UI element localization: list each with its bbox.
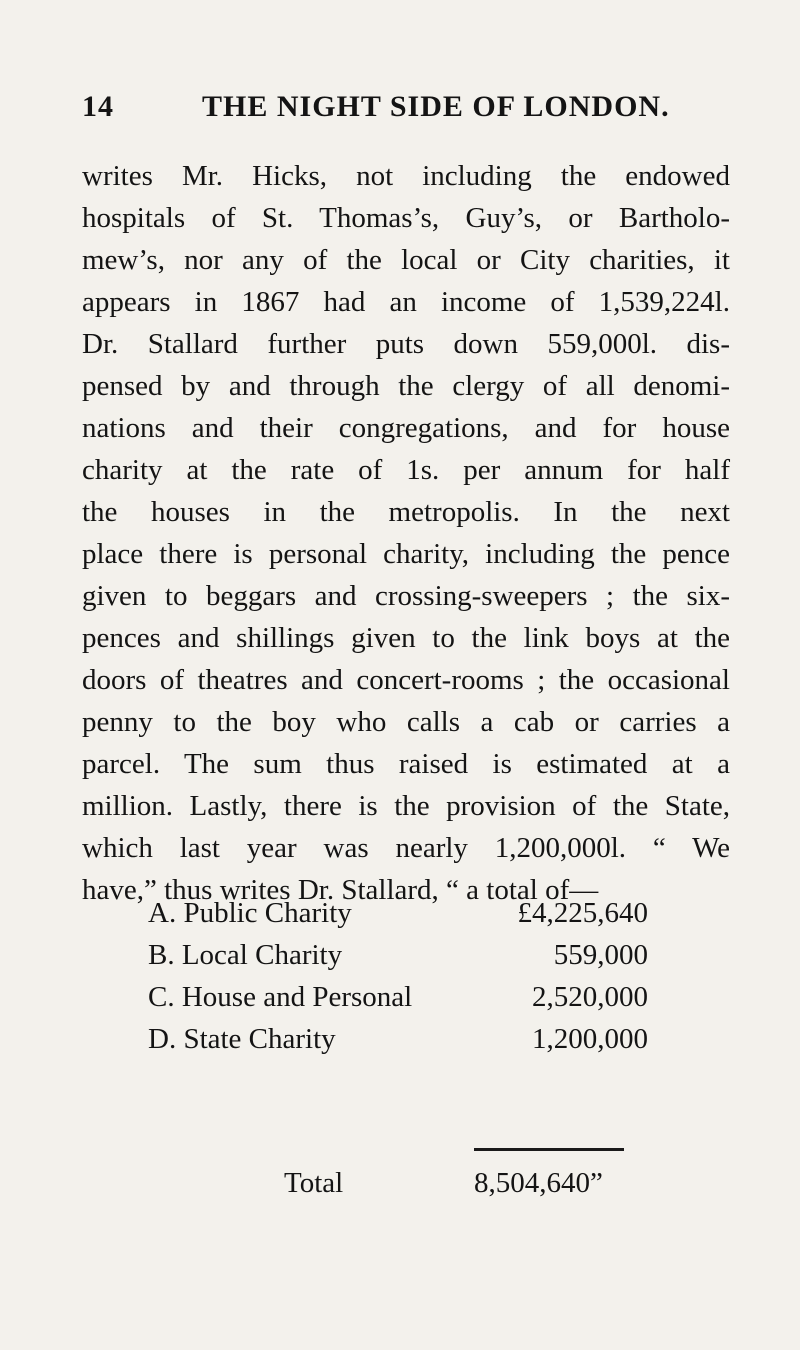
page-header <box>82 90 722 130</box>
text-line: parcel. The sum thus raised is estimated at a <box>82 748 730 780</box>
text-line: million. Lastly, there is the provision of the State, <box>82 790 730 822</box>
row-amount: £4,225,640 <box>517 897 648 929</box>
text-line: given to beggars and crossing-sweepers ; the six- <box>82 580 730 612</box>
body-text <box>82 155 730 911</box>
row-label: C. House and Personal <box>148 981 413 1013</box>
total-rule <box>474 1148 624 1151</box>
text-line: pences and shillings given to the link boys at the <box>82 622 730 654</box>
charity-table <box>148 892 648 1060</box>
total-label: Total <box>284 1167 344 1199</box>
text-line: charity at the rate of 1s. per annum for half <box>82 454 730 486</box>
text-line: nations and their congregations, and for house <box>82 412 730 444</box>
table-row <box>148 892 648 934</box>
running-title: THE NIGHT SIDE OF LONDON. <box>202 90 670 123</box>
table-row <box>148 976 648 1018</box>
text-line: have,” thus writes Dr. Stallard, “ a total of— <box>82 874 599 906</box>
text-line: which last year was nearly 1,200,000l. “ We <box>82 832 730 864</box>
text-line: Dr. Stallard further puts down 559,000l. dis- <box>82 328 730 360</box>
text-line: the houses in the metropolis. In the next <box>82 496 730 528</box>
text-line: pensed by and through the clergy of all denomi- <box>82 370 730 402</box>
row-amount: 559,000 <box>553 939 648 971</box>
total-amount: 8,504,640” <box>474 1167 603 1199</box>
text-line: writes Mr. Hicks, not including the endowed <box>82 160 730 192</box>
text-line: hospitals of St. Thomas’s, Guy’s, or Bartholo- <box>82 202 730 234</box>
text-line: mew’s, nor any of the local or City charities, it <box>82 244 730 276</box>
row-label: D. State Charity <box>148 1023 336 1055</box>
text-line: place there is personal charity, including the pence <box>82 538 730 570</box>
row-label: B. Local Charity <box>148 939 343 971</box>
text-line: penny to the boy who calls a cab or carries a <box>82 706 730 738</box>
total-row <box>0 1162 800 1204</box>
table-row <box>148 1018 648 1060</box>
row-amount: 2,520,000 <box>532 981 648 1013</box>
table-row <box>148 934 648 976</box>
text-line: doors of theatres and concert-rooms ; the occasional <box>82 664 730 696</box>
text-line: appears in 1867 had an income of 1,539,224l. <box>82 286 730 318</box>
row-amount: 1,200,000 <box>532 1023 648 1055</box>
page-number: 14 <box>82 90 114 123</box>
row-label: A. Public Charity <box>148 897 352 929</box>
